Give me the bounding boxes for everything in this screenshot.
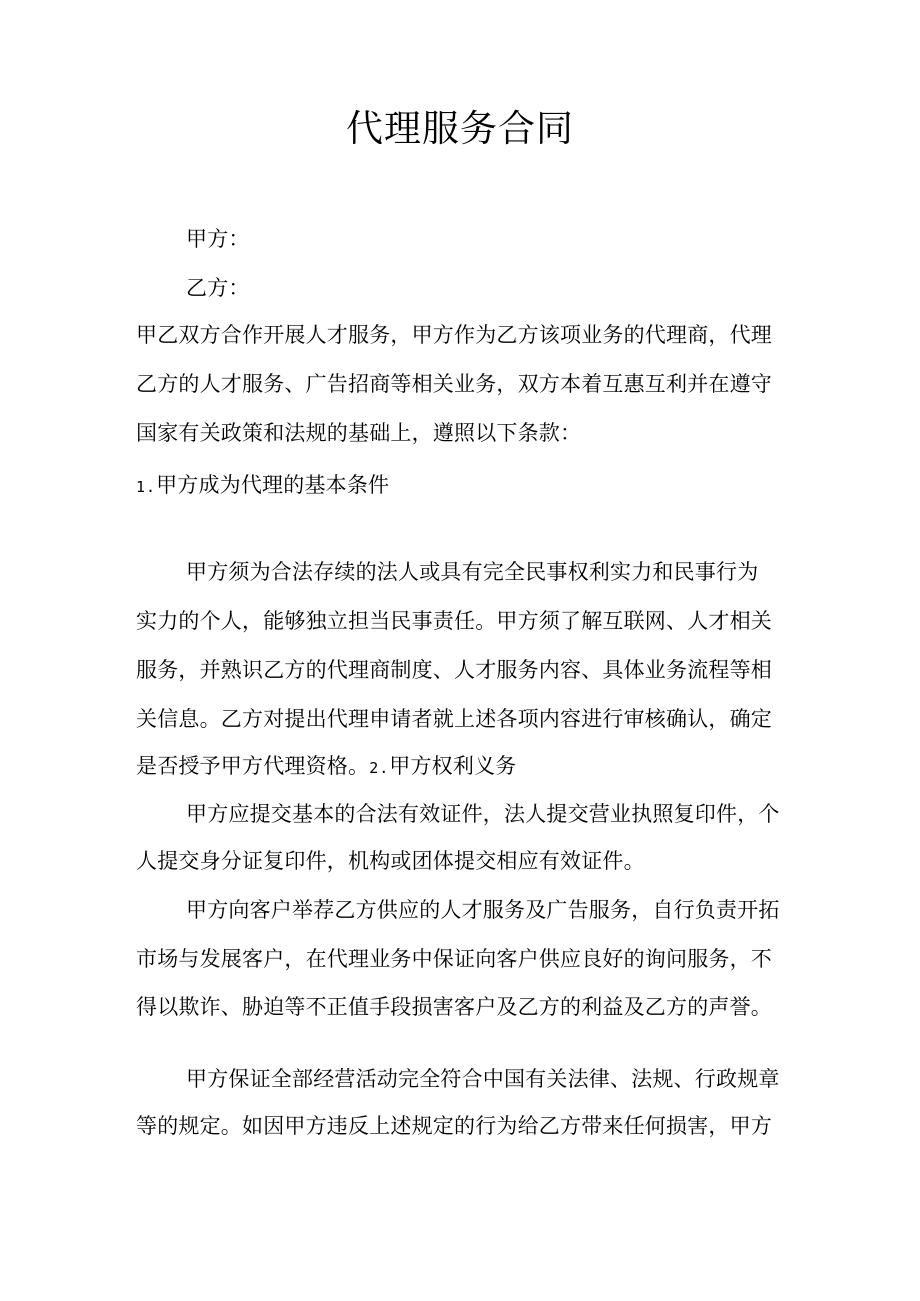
intro-line: 甲乙双方合作开展人才服务，甲方作为乙方该项业务的代理商，代理 — [136, 323, 772, 347]
intro-line: 乙方的人才服务、广告招商等相关业务，双方本着互惠互利并在遵守 — [136, 372, 772, 396]
section-number: 1. — [136, 478, 157, 496]
paragraph-line: 等的规定。如因甲方违反上述规定的行为给乙方带来任何损害，甲方 — [136, 1114, 772, 1138]
party-a-label: 甲方： — [186, 227, 250, 251]
paragraph-line — [136, 751, 516, 783]
intro-line: 国家有关政策和法规的基础上，遵照以下条款： — [136, 421, 582, 445]
party-b-label: 乙方： — [186, 276, 250, 300]
paragraph-line: 实力的个人，能够独立担当民事责任。甲方须了解互联网、人才相关 — [136, 609, 772, 633]
paragraph-line: 得以欺诈、胁迫等不正值手段损害客户及乙方的利益及乙方的声誉。 — [136, 995, 772, 1019]
paragraph-line: 甲方应提交基本的合法有效证件，法人提交营业执照复印件，个 — [186, 802, 780, 826]
section-number: 2. — [369, 759, 390, 777]
paragraph-line: 人提交身分证复印件，机构或团体提交相应有效证件。 — [136, 849, 645, 873]
paragraph-line: 服务，并熟识乙方的代理商制度、人才服务内容、具体业务流程等相 — [136, 658, 772, 682]
paragraph-text: 是否授予甲方代理资格。 — [136, 754, 370, 778]
paragraph-line: 市场与发展客户，在代理业务中保证向客户供应良好的询问服务，不 — [136, 947, 772, 971]
section-title: 甲方权利义务 — [389, 754, 517, 778]
paragraph-line: 甲方保证全部经营活动完全符合中国有关法律、法规、行政规章 — [186, 1067, 780, 1091]
paragraph-line: 甲方向客户举荐乙方供应的人才服务及广告服务，自行负责开拓 — [186, 898, 780, 922]
paragraph-line: 甲方须为合法存续的法人或具有完全民事权利实力和民事行为 — [186, 560, 759, 584]
section-title: 甲方成为代理的基本条件 — [156, 473, 390, 497]
paragraph-line: 关信息。乙方对提出代理申请者就上述各项内容进行审核确认，确定 — [136, 707, 772, 731]
document-title: 代理服务合同 — [346, 107, 574, 150]
section-heading-1 — [136, 470, 389, 502]
